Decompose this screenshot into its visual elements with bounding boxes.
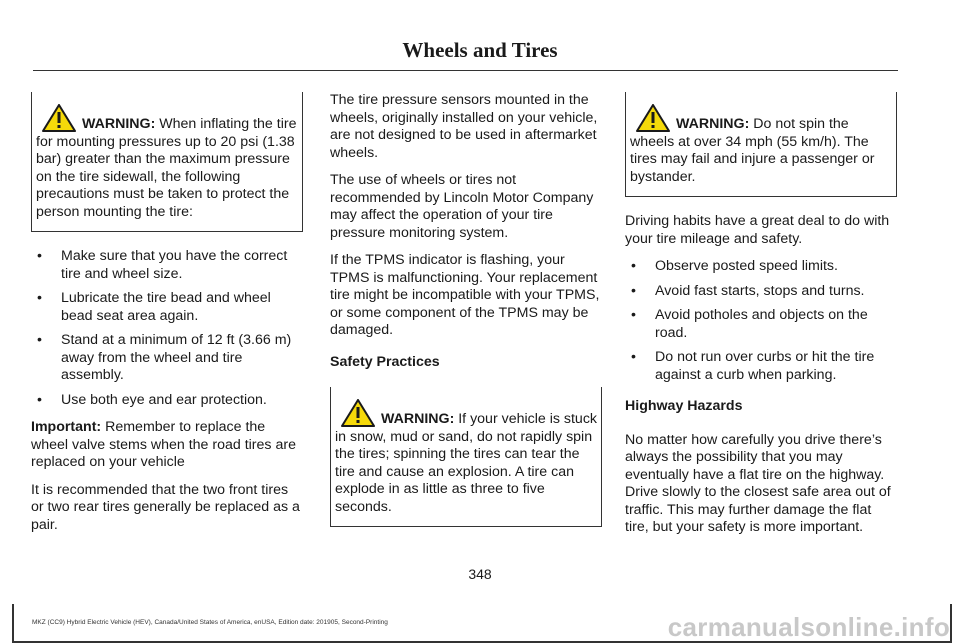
section-heading: Safety Practices (330, 353, 440, 370)
warning-triangle-icon (636, 104, 670, 132)
footer-border-left (12, 604, 14, 643)
warning-label: WARNING: (82, 116, 156, 132)
paragraph: If the TPMS indicator is flashing, your TPMS is malfunctioning. Your replacement tire might be incompatible with your TPMS, or some component of the TPMS may be damaged. (330, 252, 600, 338)
warning-triangle-icon (42, 104, 76, 132)
footer-border-right (950, 604, 952, 643)
header-divider (33, 70, 898, 71)
section-heading: Highway Hazards (625, 398, 743, 414)
important-text: Remember to replace the wheel valve stems when the road tires are replaced on your vehicle (31, 419, 296, 470)
warning-label: WARNING: (676, 116, 750, 132)
list-item: • Do not run over curbs or hit the tire against a curb when parking. (625, 349, 897, 384)
column-1 (31, 92, 303, 544)
paragraph: The use of wheels or tires not recommended by Lincoln Motor Company may affect the operation of your tire pressure monitoring system. (330, 172, 594, 241)
warning-box-stuck (330, 387, 602, 527)
warning-box-spin (625, 92, 897, 197)
paragraph: It is recommended that the two front tires or two rear tires generally be replaced as a pair. (31, 481, 300, 533)
precautions-list (31, 248, 303, 409)
list-item: • Avoid fast starts, stops and turns. (625, 283, 897, 301)
list-item: • Lubricate the tire bead and wheel bead seat area again. (31, 290, 303, 325)
page-title: Wheels and Tires (402, 38, 558, 62)
watermark: carmanualsonline.info (667, 612, 950, 642)
paragraph: Driving habits have a great deal to do with your tire mileage and safety. (625, 213, 890, 247)
driving-habits-list (625, 258, 897, 384)
column-2 (330, 92, 602, 543)
list-item: • Use both eye and ear protection. (31, 392, 303, 410)
warning-box-inflation (31, 92, 303, 232)
warning-text: If your vehicle is stuck in snow, mud or sand, do not rapidly spin the tires; spinning the tires can tear the tire and cause an explosion. A tire can explode in as little as three to five seconds. (335, 411, 598, 515)
list-item: • Observe posted speed limits. (625, 258, 897, 276)
important-label: Important: (31, 419, 102, 435)
column-3 (625, 92, 897, 547)
important-note (31, 419, 303, 472)
warning-text: When inflating the tire for mounting pressures up to 20 psi (1.38 bar) greater than the maximum pressure on the tire sidewall, the following precautions must be taken to protect the person mounting the tire: (36, 116, 297, 220)
footer-edition-text: MKZ (CC9) Hybrid Electric Vehicle (HEV), Canada/United States of America, enUSA, Edition date: 201905, Second-Printing (32, 619, 388, 626)
list-item: • Stand at a minimum of 12 ft (3.66 m) away from the wheel and tire assembly. (31, 332, 303, 385)
warning-label: WARNING: (381, 411, 455, 427)
paragraph: No matter how carefully you drive there’s always the possibility that you may eventually have a flat tire on the highway. Drive slowly to the closest safe area out of traffic. This may further damage the flat tire, but your safety is more important. (625, 431, 891, 535)
warning-text: Do not spin the wheels at over 34 mph (55 km/h). The tires may fail and injure a passenger or bystander. (630, 116, 875, 185)
list-item: • Make sure that you have the correct tire and wheel size. (31, 248, 303, 283)
paragraph: The tire pressure sensors mounted in the wheels, originally installed on your vehicle, are not designed to be used in aftermarket wheels. (330, 92, 598, 161)
page-number: 348 (468, 566, 492, 582)
list-item: • Avoid potholes and objects on the road. (625, 307, 897, 342)
warning-triangle-icon (341, 399, 375, 427)
